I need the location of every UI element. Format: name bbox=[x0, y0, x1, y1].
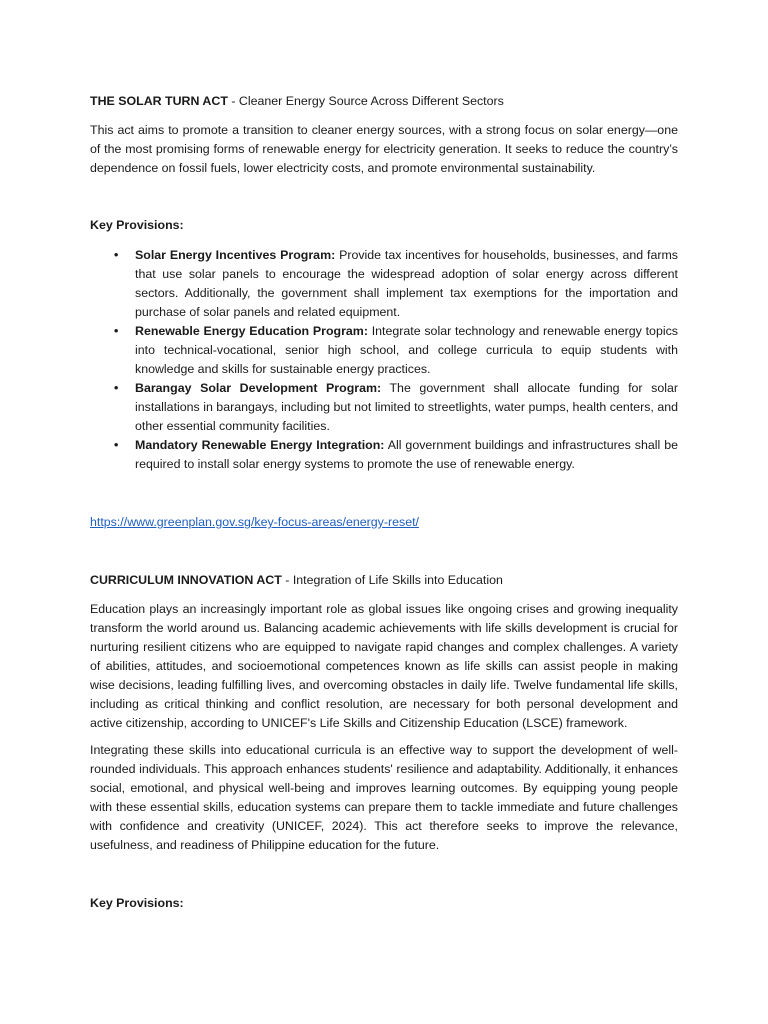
list-item bbox=[90, 322, 678, 379]
list-item bbox=[90, 436, 678, 474]
solar-act-subtitle: - Cleaner Energy Source Across Different Sectors bbox=[227, 94, 504, 108]
solar-provisions-list bbox=[90, 246, 678, 474]
curriculum-paragraph-1: Education plays an increasingly important role as global issues like ongoing crises and growing inequality transform the world around us. Balancing academic achievements with life skills development is crucial for nurturing resilient citizens who are equipped to navigate rapid changes and complex challenges. A variety of abilities, attitudes, and socioemotional competences known as life skills can assist people in making wise decisions, leading fulfilling lives, and overcoming obstacles in daily life. Twelve fundamental life skills, including as critical thinking and conflict resolution, are necessary for both personal development and active citizenship, according to UNICEF's Life Skills and Citizenship Education (LSCE) framework. bbox=[90, 602, 678, 730]
curriculum-paragraph-2: Integrating these skills into educational curricula is an effective way to support the development of well-rounded individuals. This approach enhances students' resilience and adaptability. Additionally, it enhances social, emotional, and physical well-being and improves learning outcomes. By equipping young people with these essential skills, education systems can prepare them to tackle immediate and future challenges with confidence and creativity (UNICEF, 2024). This act therefore seeks to improve the relevance, usefulness, and readiness of Philippine education for the future. bbox=[90, 743, 678, 852]
provision-title: Solar Energy Incentives Program: bbox=[135, 248, 336, 262]
solar-act-heading bbox=[90, 92, 678, 111]
provision-title: Mandatory Renewable Energy Integration: bbox=[135, 438, 385, 452]
curriculum-act-heading bbox=[90, 571, 678, 590]
reference-link-line bbox=[90, 513, 678, 532]
greenplan-reference-link[interactable]: https://www.greenplan.gov.sg/key-focus-areas/energy-reset/ bbox=[90, 515, 419, 529]
bullet-icon: • bbox=[114, 381, 119, 395]
provision-title: Renewable Energy Education Program: bbox=[135, 324, 368, 338]
bullet-icon: • bbox=[114, 324, 119, 338]
provision-text: Provide tax incentives for households, businesses, and farms that use solar panels to encourage the widespread adoption of solar energy across different sectors. Additionally, the government shall implement tax exemptions for the importation and purchase of solar panels and related equipment. bbox=[135, 248, 678, 319]
provision-text: The government shall allocate funding for solar installations in barangays, including but not limited to streetlights, water pumps, health centers, and other essential community facilities. bbox=[135, 381, 678, 433]
provision-text: All government buildings and infrastructures shall be required to install solar energy systems to promote the use of renewable energy. bbox=[135, 438, 679, 471]
solar-act-intro: This act aims to promote a transition to cleaner energy sources, with a strong focus on solar energy—one of the most promising forms of renewable energy for electricity generation. It seeks to reduce the country’s dependence on fossil fuels, lower electricity costs, and promote environmental sustainability. bbox=[90, 123, 678, 175]
list-item bbox=[90, 379, 678, 436]
solar-key-provisions-heading: Key Provisions: bbox=[90, 218, 184, 232]
curriculum-key-provisions-heading: Key Provisions: bbox=[90, 896, 184, 910]
bullet-icon: • bbox=[114, 438, 119, 452]
solar-act-title: THE SOLAR TURN ACT bbox=[90, 94, 228, 108]
list-item bbox=[90, 246, 678, 322]
bullet-icon: • bbox=[114, 248, 119, 262]
provision-text: Integrate solar technology and renewable energy topics into technical-vocational, senior high school, and college curricula to equip students with knowledge and skills for sustainable energy practices. bbox=[135, 324, 678, 376]
curriculum-act-title: CURRICULUM INNOVATION ACT bbox=[90, 573, 282, 587]
provision-title: Barangay Solar Development Program: bbox=[135, 381, 382, 395]
curriculum-act-subtitle: - Integration of Life Skills into Education bbox=[281, 573, 503, 587]
